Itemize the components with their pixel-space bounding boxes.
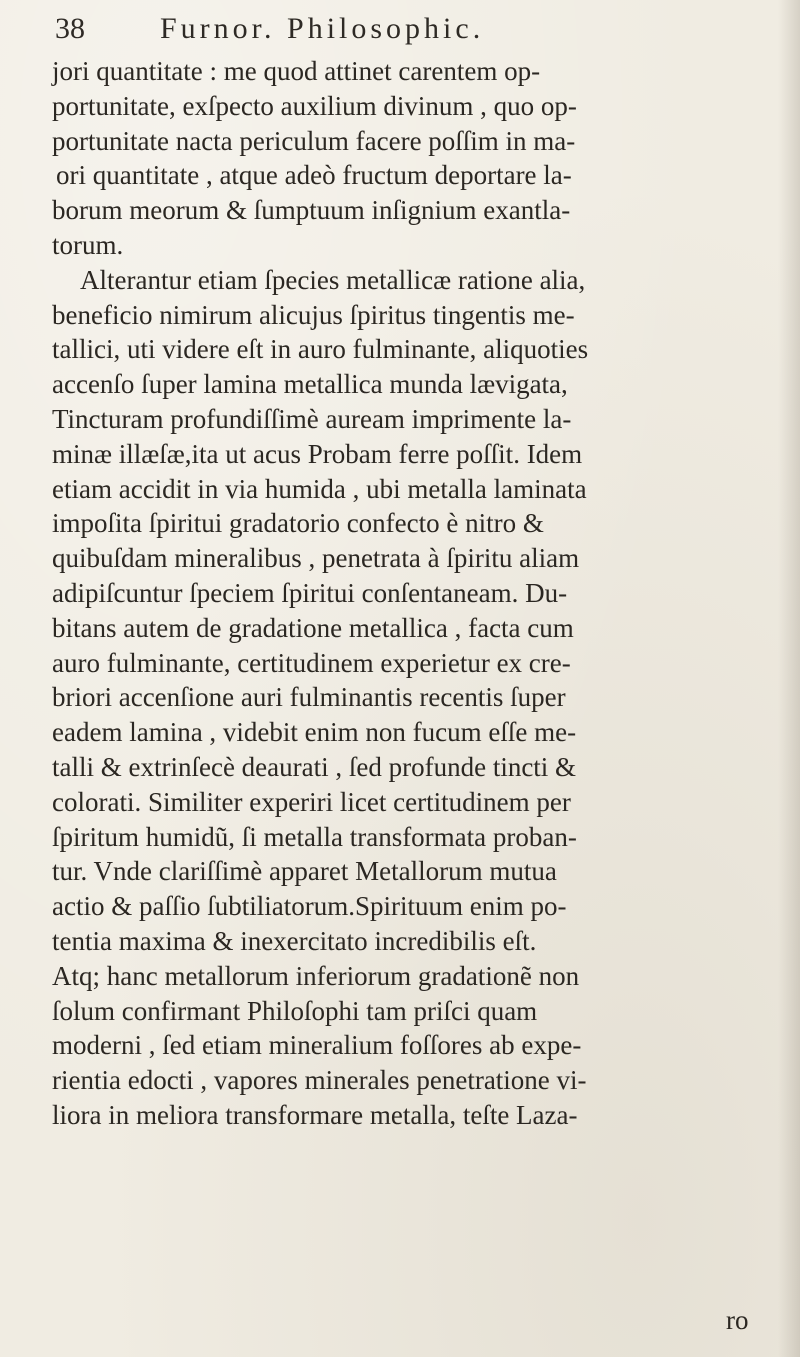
text-line: jori quantitate : me quod attinet carentem op- xyxy=(52,56,541,86)
text-line: auro fulminante, certitudinem experietur ex cre- xyxy=(52,647,571,678)
text-line: moderni , ſed etiam mineralium foſſores ab expe- xyxy=(52,1030,582,1061)
body-text xyxy=(52,54,787,1133)
text-line: actio & paſſio ſubtiliatorum.Spirituum enim po- xyxy=(52,891,567,922)
text-line: briori accenſione auri fulminantis recentis ſuper xyxy=(52,682,566,713)
text-line: ſolum confirmant Philoſophi tam priſci quam xyxy=(52,995,538,1026)
text-line: minæ illæſæ,ita ut acus Probam ferre poſſit. Idem xyxy=(52,438,583,469)
text-line: talli & extrinſecè deaurati , ſed profunde tincti & xyxy=(52,751,577,782)
text-line: impoſita ſpiritui gradatorio confecto è nitro & xyxy=(52,508,544,539)
text-line: tallici, uti videre eſt in auro fulminante, aliquoties xyxy=(52,334,589,365)
text-line: Tincturam profundiſſimè auream imprimente la- xyxy=(52,403,572,434)
text-line: ſpiritum humidũ, ſi metalla transformata proban- xyxy=(52,821,577,852)
catchword: ro xyxy=(726,1305,749,1335)
text-line: adipiſcuntur ſpeciem ſpiritui conſentaneam. Du- xyxy=(52,577,568,608)
text-line: quibuſdam mineralibus , penetrata à ſpiritu aliam xyxy=(52,543,580,574)
text-line: ori quantitate , atque adeò fructum deportare la- xyxy=(56,160,572,191)
text-line: liora in meliora transformare metalla, teſte Laza- xyxy=(52,1099,578,1130)
text-line: tentia maxima & inexercitato incredibilis eſt. xyxy=(52,925,537,956)
text-line: Atq; hanc metallorum inferiorum gradationẽ non xyxy=(52,960,580,991)
text-line: tur. Vnde clariſſimè apparet Metallorum mutua xyxy=(52,856,557,887)
text-line: etiam accidit in via humida , ubi metalla laminata xyxy=(52,473,587,504)
text-line: borum meorum & ſumptuum inſignium exantla- xyxy=(52,195,571,226)
text-line: accenſo ſuper lamina metallica munda lævigata, xyxy=(52,369,568,400)
paragraph-start-line: Alterantur etiam ſpecies metallicæ ratione alia, xyxy=(80,264,586,295)
running-title: Furnor. Philosophic. xyxy=(160,12,485,45)
text-line: portunitate, exſpecto auxilium divinum , quo op- xyxy=(52,90,577,121)
text-line: eadem lamina , videbit enim non fucum eſſe me- xyxy=(52,717,577,748)
page-number: 38 xyxy=(55,12,85,45)
text-line: rientia edocti , vapores minerales penetratione vi- xyxy=(52,1065,587,1096)
text-line: torum. xyxy=(52,229,124,260)
text-line: bitans autem de gradatione metallica , facta cum xyxy=(52,612,574,643)
text-line: portunitate nacta periculum facere poſſim in ma- xyxy=(52,125,576,156)
running-head xyxy=(55,6,755,50)
text-line: colorati. Similiter experiri licet certitudinem per xyxy=(52,786,571,817)
text-line: beneficio nimirum alicujus ſpiritus tingentis me- xyxy=(52,299,575,330)
